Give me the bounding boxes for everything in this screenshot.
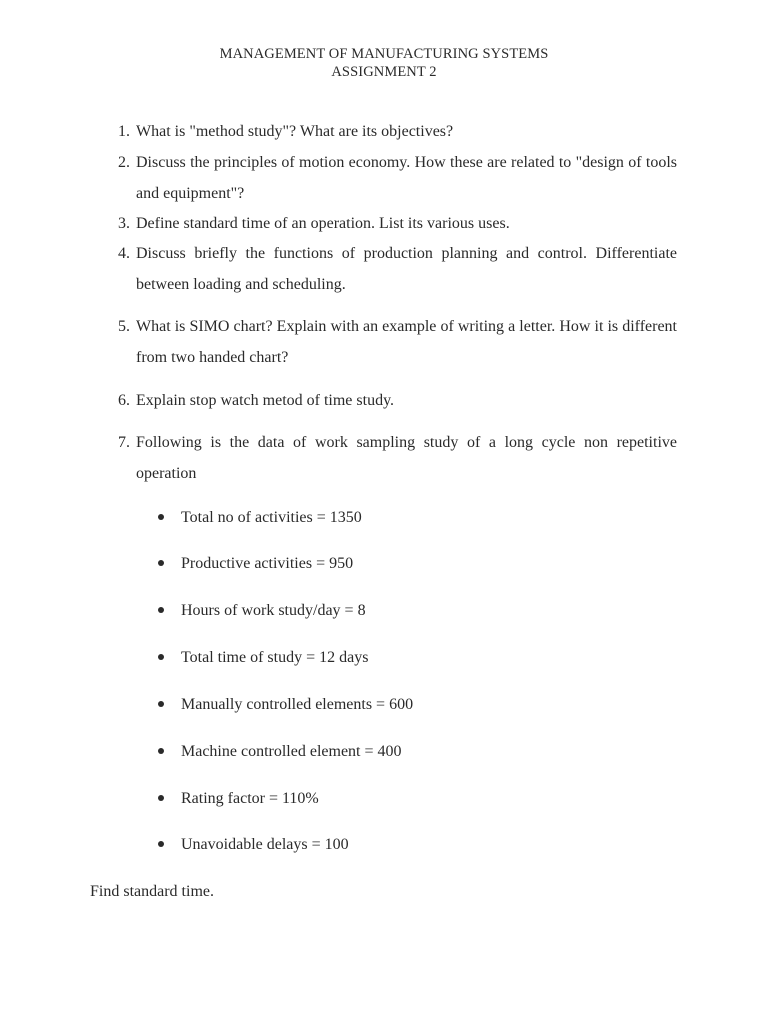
list-item	[0, 648, 768, 668]
list-item-text: Manually controlled elements = 600	[181, 696, 414, 713]
list-item	[0, 835, 768, 855]
list-item	[0, 789, 768, 809]
list-item-text: Machine controlled element = 400	[181, 743, 402, 760]
bullet-icon	[158, 514, 164, 520]
question-text: Discuss briefly the functions of production planning and control. Differentiate between loading and scheduling.	[136, 245, 677, 293]
question-text: What is "method study"? What are its objectives?	[136, 123, 454, 140]
question-number: 7.	[118, 434, 130, 451]
bullet-icon	[158, 701, 164, 707]
question-text: Discuss the principles of motion economy. How these are related to "design of tools and equipment"?	[136, 154, 677, 202]
question-text: Explain stop watch metod of time study.	[136, 392, 395, 409]
question-text: What is SIMO chart? Explain with an example of writing a letter. How it is different from two handed chart?	[136, 318, 677, 366]
question-number: 3.	[118, 215, 130, 232]
list-item-text: Rating factor = 110%	[181, 790, 319, 807]
question-number: 5.	[118, 318, 130, 335]
document-title: MANAGEMENT OF MANUFACTURING SYSTEMS	[219, 46, 549, 62]
bullet-icon	[158, 654, 164, 660]
list-item	[0, 508, 768, 528]
list-item-text: Productive activities = 950	[181, 555, 354, 572]
bullet-icon	[158, 748, 164, 754]
list-item	[0, 695, 768, 715]
question-number: 2.	[118, 154, 130, 171]
list-item-text: Total time of study = 12 days	[181, 649, 369, 666]
list-item-text: Hours of work study/day = 8	[181, 602, 366, 619]
closing-instruction: Find standard time.	[90, 883, 214, 900]
document-subtitle: ASSIGNMENT 2	[331, 64, 437, 80]
bullet-icon	[158, 841, 164, 847]
list-item	[0, 554, 768, 574]
list-item	[0, 742, 768, 762]
list-item-text: Unavoidable delays = 100	[181, 836, 349, 853]
bullet-icon	[158, 560, 164, 566]
bullet-icon	[158, 607, 164, 613]
question-text: Following is the data of work sampling study of a long cycle non repetitive operation	[136, 434, 677, 482]
bullet-icon	[158, 795, 164, 801]
list-item	[0, 601, 768, 621]
question-number: 6.	[118, 392, 130, 409]
question-text: Define standard time of an operation. List its various uses.	[136, 215, 510, 232]
question-number: 1.	[118, 123, 130, 140]
list-item-text: Total no of activities = 1350	[181, 509, 362, 526]
question-number: 4.	[118, 245, 130, 262]
